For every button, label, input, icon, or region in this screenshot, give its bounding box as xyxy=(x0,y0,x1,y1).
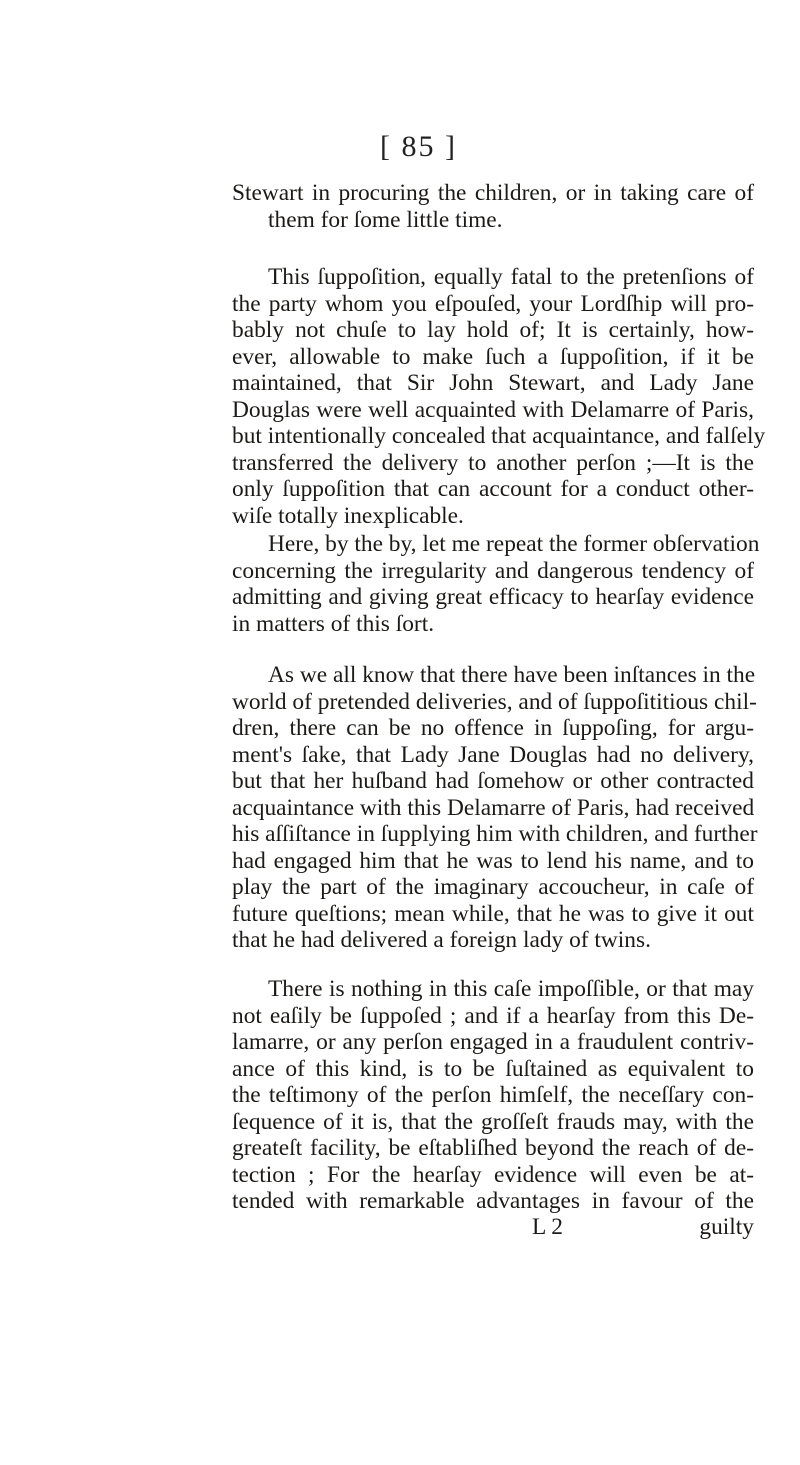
text-line: play the part of the imaginary accoucheur, in caſe of xyxy=(232,874,754,900)
text-line: tended with remarkable advantages in favour of the xyxy=(232,1188,754,1214)
signature-mark: L 2 xyxy=(532,1214,563,1240)
text-line: his aſſiſtance in ſupplying him with children, and further xyxy=(232,821,758,847)
text-line: ſequence of it is, that the groſſeſt frauds may, with the xyxy=(232,1108,754,1135)
text-line: ment's ſake, that Lady Jane Douglas had no delivery, xyxy=(232,741,754,768)
text-line: ever, allowable to make ſuch a ſuppoſition, if it be xyxy=(232,343,754,370)
text-line: world of pretended deliveries, and of ſuppoſititious chil- xyxy=(232,688,757,715)
text-line: in matters of this ſort. xyxy=(232,610,435,637)
page-number: [ 85 ] xyxy=(380,130,457,163)
text-line: lamarre, or any perſon engaged in a fraudulent contriv- xyxy=(232,1029,754,1055)
text-line: them for ſome little time. xyxy=(268,206,503,233)
text-line: greateſt facility, be eſtabliſhed beyond the reach of de- xyxy=(232,1135,754,1161)
text-line: Stewart in procuring the children, or in taking care of xyxy=(232,180,754,206)
text-line: acquaintance with this Delamarre of Paris, had received xyxy=(232,794,755,821)
text-line: transferred the delivery to another perſon ;—It is the xyxy=(232,449,754,476)
text-line: maintained, that Sir John Stewart, and Lady Jane xyxy=(232,370,754,396)
text-line: the party whom you eſpouſed, your Lordſhip will pro- xyxy=(232,290,754,317)
text-line: As we all know that there have been inſtances in the xyxy=(268,662,756,688)
paragraph-3 xyxy=(232,531,760,637)
text-line: There is nothing in this caſe impoſſible, or that may xyxy=(268,976,754,1002)
paragraph-1 xyxy=(232,180,754,233)
text-line: only ſuppoſition that can account for a conduct other- xyxy=(232,476,754,502)
text-line: future queſtions; mean while, that he was to give it out xyxy=(232,900,754,927)
catchword: guilty xyxy=(699,1214,754,1240)
text-line: but intentionally concealed that acquaintance, and falſely xyxy=(232,423,766,449)
text-line: dren, there can be no offence in ſuppoſing, for argu- xyxy=(232,715,754,741)
text-line: but that her huſband had ſomehow or other contracted xyxy=(232,768,754,794)
paragraph-4 xyxy=(232,662,758,954)
text-line: that he had delivered a foreign lady of twins. xyxy=(232,927,651,953)
text-line: This ſuppoſition, equally fatal to the pretenſions of xyxy=(268,264,754,290)
text-line: ance of this kind, is to be ſuſtained as equivalent to xyxy=(232,1055,754,1082)
paragraph-2 xyxy=(232,264,766,529)
text-line: tection ; For the hearſay evidence will even be at- xyxy=(232,1161,754,1188)
text-line: had engaged him that he was to lend his name, and to xyxy=(232,847,754,874)
text-line: Here, by the by, let me repeat the former obſervation xyxy=(268,531,760,557)
text-line: Douglas were well acquainted with Delamarre of Paris, xyxy=(232,396,754,423)
text-line: admitting and giving great efficacy to hearſay evidence xyxy=(232,584,754,610)
text-line: bably not chuſe to lay hold of; It is certainly, how- xyxy=(232,317,754,343)
text-line: wiſe totally inexplicable. xyxy=(232,502,464,529)
paragraph-5 xyxy=(232,976,754,1215)
text-line: not eaſily be ſuppoſed ; and if a hearſay from this De- xyxy=(232,1002,754,1029)
text-line: concerning the irregularity and dangerous tendency of xyxy=(232,557,754,584)
text-line: the teſtimony of the perſon himſelf, the neceſſary con- xyxy=(232,1082,754,1108)
